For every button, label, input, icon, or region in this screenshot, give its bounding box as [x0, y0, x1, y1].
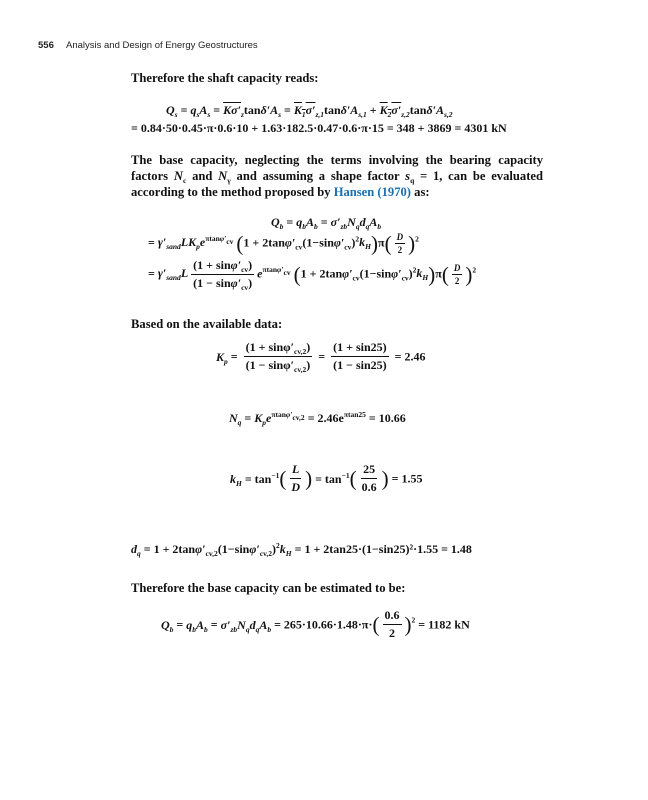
qb-fraction-numerator: 0.6	[383, 608, 402, 625]
base-intro-text-3: = 1, can be evaluated according to the method proposed by	[131, 169, 543, 199]
nc-symbol: N	[173, 169, 183, 183]
shape-factor-symbol: s	[405, 169, 411, 183]
nc-subscript: c	[182, 176, 187, 185]
kp-result: = 2.46	[394, 349, 426, 364]
kh-diameter: D	[291, 480, 301, 494]
base-capacity-equation-1: $Q_b = q_bA_b = \sigma'_{zb}N_qd_qA_b$	[271, 215, 382, 231]
kp-numerator-numeric: (1 + sin25)	[331, 340, 389, 357]
base-intro-text-1: The base capacity, neglecting the terms involving the bearing capacity factors	[131, 153, 543, 183]
base-capacity-equation-2: = $\gamma'_{sand}LK_pe^{\pi tan\varphi'_{cv}}$ $(1 + 2\tan\varphi'_{cv}(1-\sin\varphi'_{cv})^2k_H)\pi$( $\frac{D}{2}$ )$^2$	[148, 231, 419, 256]
kh-length: L	[292, 462, 300, 476]
qb-substitution: = 265·10.66·1.48·π·	[274, 617, 373, 632]
nq-exponent: πtan25	[343, 410, 366, 419]
nq-equation: $N_q = K_pe^{\pi tan\varphi'_{cv,2}} = 2.46e^{\pi tan25} = 10.66$	[229, 410, 406, 427]
kp-denominator: (1 − sinφ′	[245, 358, 294, 372]
kh-diameter-value: 0.6	[361, 480, 377, 494]
kh-result: = 1.55	[391, 471, 423, 486]
shaft-intro: Therefore the shaft capacity reads:	[131, 71, 319, 85]
kp-numerator: (1 + sinφ′	[245, 340, 294, 354]
qb-fraction-denominator: 2	[389, 626, 395, 640]
running-header	[38, 40, 258, 51]
kp-denominator-subscript: cv,2	[293, 365, 307, 374]
nq-middle: = 2.46e	[307, 411, 344, 425]
base-estimate-intro: Therefore the base capacity can be estimated to be:	[131, 581, 406, 595]
kh-length-value: 25	[361, 462, 377, 479]
base-intro-text-4: as:	[411, 185, 430, 199]
dq-result: = 1 + 2tan25·(1−sin25)²·1.55 = 1.48	[294, 542, 472, 556]
page-number: 556	[38, 40, 54, 51]
shape-factor-subscript: q	[410, 176, 415, 185]
kp-equation: $K_p$ = $\frac{(1 + \sin\varphi'_{cv,2})}{(1 - \sin\varphi'_{cv,2})}$ = $\frac{(1 + \sin 25)}{(1 - \sin 25)}$ = 2.46	[216, 340, 426, 374]
kh-equation: $k_H = \tan^{-1}$( $\frac{L}{D}$ ) = $\tan^{-1}$( $\frac{25}{0.6}$ ) = 1.55	[230, 462, 423, 494]
qb-result: = 1182 kN	[418, 617, 470, 632]
hansen-1970-citation-link[interactable]: Hansen (1970)	[333, 185, 412, 199]
base-capacity-paragraph	[131, 152, 543, 200]
kp-denominator-numeric: (1 − sin25)	[333, 358, 387, 372]
available-data-heading: Based on the available data:	[131, 317, 283, 331]
qb-final-equation: $Q_b = q_bA_b = \sigma'_{zb}N_qd_qA_b = 265\cdot 10.66\cdot 1.48\cdot\pi\cdot$( $\frac{0.6}{2}$ )$^2$ = 1182 kN	[161, 608, 470, 640]
base-intro-and: and	[186, 169, 219, 183]
nq-result: = 10.66	[368, 411, 406, 425]
ngamma-symbol: N	[218, 169, 228, 183]
running-title: Analysis and Design of Energy Geostructures	[65, 40, 258, 51]
shaft-capacity-result: = 0.84·50·0.45·π·0.6·10 + 1.63·182.5·0.47·0.6·π·15 = 348 + 3869 = 4301 kN	[131, 121, 507, 135]
ngamma-subscript: γ	[227, 176, 231, 185]
kp-numerator-subscript: cv,2	[293, 347, 307, 356]
dq-equation: $d_q = 1 + 2\tan\varphi'_{cv,2}(1-\sin\varphi'_{cv,2})^2k_H = 1 + 2\tan 25\cdot(1-\sin 25)^2\cdot 1.55 = 1.48$	[131, 541, 472, 558]
shaft-capacity-equation: $Q_s = q_sA_s = K\sigma'_z\tan\delta'A_s = K_1\sigma'_{z,1}\tan\delta'A_{s,1} + K_2\sigma'_{z,2}\tan\delta'A_{s,2}$	[166, 103, 453, 119]
base-intro-text-2: and assuming a shape factor	[230, 169, 406, 183]
base-capacity-equation-3: = $\gamma'_{sand}L$ $\frac{(1 + \sin\varphi'_{cv})}{(1 - \sin\varphi'_{cv})}$ $e^{\pi tan\varphi'_{cv}}$ $(1 + 2\tan\varphi'_{cv}(1-\sin\varphi'_{cv})^2k_H)\pi$( $\frac{D}{2}$ )$^2$	[148, 258, 477, 292]
